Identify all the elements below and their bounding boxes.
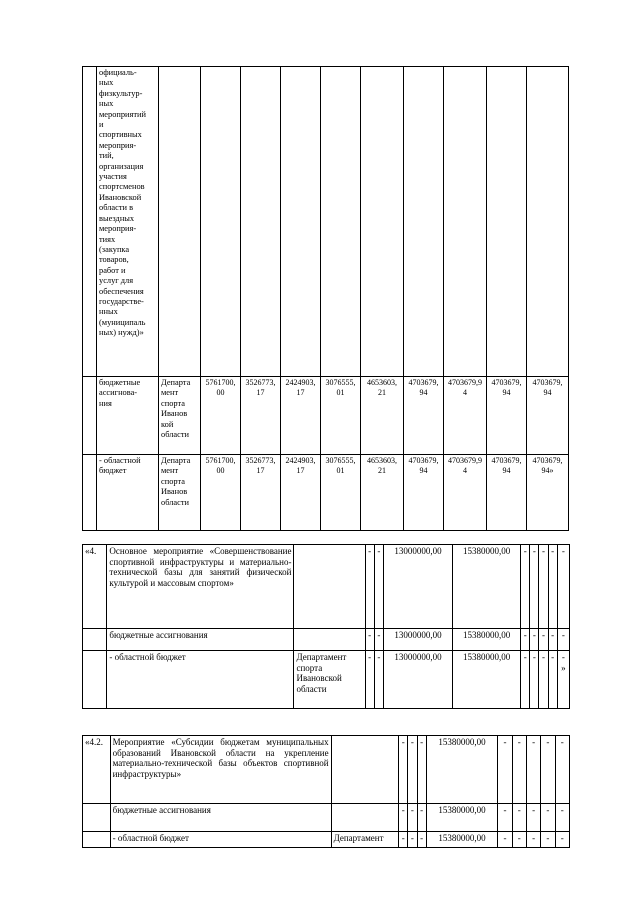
value-cell: - <box>408 736 417 804</box>
value-cell: - <box>541 832 555 848</box>
row-number-cell <box>83 67 97 377</box>
value-cell: 15380000,00 <box>453 545 521 629</box>
value-cell: 13000000,00 <box>383 651 452 709</box>
table-row <box>83 736 570 804</box>
row-number-cell <box>83 377 97 455</box>
value-cell: - <box>408 804 417 832</box>
row-name-cell: бюджетные ассигнования <box>107 629 294 651</box>
executor-cell: Департамент <box>331 832 399 848</box>
executor-cell <box>294 545 365 629</box>
table-row-4 <box>82 544 570 709</box>
value-cell: - » <box>557 651 569 709</box>
value-cell <box>404 67 444 377</box>
value-cell: 4703679, 94» <box>527 455 569 531</box>
value-cell: 3076555, 01 <box>321 455 361 531</box>
row-name-cell: официаль- ных физкультур- ных мероприятий и спортивных мероприя- тий, организация участия спортсменов Ивановской области в выездных мероприя- тиях (закупка товаров, работ и услуг для обеспечения государстве- нных (муниципаль ных) нужд)» <box>97 67 159 377</box>
value-cell <box>321 67 361 377</box>
value-cell: 4703679, 94 <box>404 377 444 455</box>
value-cell: 13000000,00 <box>383 629 452 651</box>
value-cell: - <box>498 804 512 832</box>
row-number-cell <box>83 629 107 651</box>
value-cell: - <box>365 545 374 629</box>
value-cell: - <box>530 629 539 651</box>
executor-cell <box>294 629 365 651</box>
table-row-4-2 <box>82 735 570 848</box>
table-row <box>83 67 569 377</box>
row-number-cell: «4.2. <box>83 736 111 804</box>
value-cell: 15380000,00 <box>426 804 498 832</box>
value-cell: - <box>539 545 548 629</box>
value-cell: - <box>541 736 555 804</box>
value-cell: - <box>548 545 557 629</box>
value-cell <box>241 67 281 377</box>
value-cell: - <box>498 736 512 804</box>
value-cell: - <box>539 629 548 651</box>
value-cell: 2424903, 17 <box>281 377 321 455</box>
value-cell: - <box>365 651 374 709</box>
value-cell <box>444 67 487 377</box>
value-cell <box>527 67 569 377</box>
value-cell: - <box>557 629 569 651</box>
value-cell: - <box>548 629 557 651</box>
value-cell: - <box>374 629 383 651</box>
row-number-cell <box>83 455 97 531</box>
value-cell: 13000000,00 <box>383 545 452 629</box>
value-cell: - <box>417 804 426 832</box>
value-cell <box>201 67 241 377</box>
value-cell <box>487 67 527 377</box>
value-cell <box>281 67 321 377</box>
value-cell: - <box>555 832 569 848</box>
value-cell: 4703679,9 4 <box>444 377 487 455</box>
value-cell: 15380000,00 <box>453 651 521 709</box>
row-name-cell: - областной бюджет <box>97 455 159 531</box>
row-number-cell: «4. <box>83 545 107 629</box>
value-cell: - <box>526 804 540 832</box>
value-cell: - <box>541 804 555 832</box>
value-cell: - <box>408 832 417 848</box>
value-cell: - <box>399 736 408 804</box>
executor-cell: Департа мент спорта Иванов кой области <box>159 377 201 455</box>
value-cell: - <box>530 545 539 629</box>
value-cell: - <box>417 832 426 848</box>
row-name-cell: Основное мероприятие «Совершенствование спортивной инфраструктуры и материально-технической базы для занятий физической культурой и массовым спортом» <box>107 545 294 629</box>
row-name-cell: - областной бюджет <box>107 651 294 709</box>
value-cell: - <box>417 736 426 804</box>
value-cell: - <box>498 832 512 848</box>
value-cell: - <box>374 651 383 709</box>
table-row <box>83 377 569 455</box>
value-cell: 4653603, 21 <box>361 377 404 455</box>
table-row <box>83 804 570 832</box>
value-cell: 4703679, 94 <box>487 455 527 531</box>
value-cell: - <box>555 736 569 804</box>
value-cell: - <box>526 736 540 804</box>
value-cell: 15380000,00 <box>426 832 498 848</box>
value-cell: 4703679, 94 <box>404 455 444 531</box>
value-cell: - <box>555 804 569 832</box>
value-cell: 4703679, 94 <box>527 377 569 455</box>
value-cell: 2424903, 17 <box>281 455 321 531</box>
table-row <box>83 545 570 629</box>
executor-cell: Департа мент спорта Иванов области <box>159 455 201 531</box>
row-name-cell: бюджетные ассигнования <box>110 804 331 832</box>
row-name-cell: - областной бюджет <box>110 832 331 848</box>
value-cell: 4703679, 94 <box>487 377 527 455</box>
value-cell: 15380000,00 <box>426 736 498 804</box>
row-number-cell <box>83 804 111 832</box>
table-continuation <box>82 66 569 531</box>
value-cell: - <box>526 832 540 848</box>
value-cell: 5761700, 00 <box>201 377 241 455</box>
value-cell: 4653603, 21 <box>361 455 404 531</box>
executor-cell <box>159 67 201 377</box>
value-cell: - <box>521 545 530 629</box>
value-cell: 4703679,9 4 <box>444 455 487 531</box>
value-cell: 5761700, 00 <box>201 455 241 531</box>
row-number-cell <box>83 651 107 709</box>
table-row <box>83 832 570 848</box>
value-cell: 15380000,00 <box>453 629 521 651</box>
executor-cell <box>331 804 399 832</box>
value-cell: - <box>374 545 383 629</box>
value-cell: - <box>399 832 408 848</box>
executor-cell: Департамент спорта Ивановской области <box>294 651 365 709</box>
value-cell: 3526773, 17 <box>241 377 281 455</box>
table-row <box>83 651 570 709</box>
value-cell: - <box>521 629 530 651</box>
value-cell: 3526773, 17 <box>241 455 281 531</box>
value-cell: - <box>512 736 526 804</box>
executor-cell <box>331 736 399 804</box>
row-name-cell: бюджетные ассигнова- ния <box>97 377 159 455</box>
value-cell: 3076555, 01 <box>321 377 361 455</box>
table-row <box>83 629 570 651</box>
value-cell: - <box>365 629 374 651</box>
value-cell: - <box>557 545 569 629</box>
value-cell: - <box>530 651 539 709</box>
value-cell: - <box>512 832 526 848</box>
table-row <box>83 455 569 531</box>
value-cell: - <box>548 651 557 709</box>
value-cell <box>361 67 404 377</box>
row-name-cell: Мероприятие «Субсидии бюджетам муниципальных образований Ивановской области на укрепление материально-технической базы объектов спортивной инфраструктуры» <box>110 736 331 804</box>
row-number-cell <box>83 832 111 848</box>
value-cell: - <box>399 804 408 832</box>
value-cell: - <box>539 651 548 709</box>
value-cell: - <box>512 804 526 832</box>
value-cell: - <box>521 651 530 709</box>
